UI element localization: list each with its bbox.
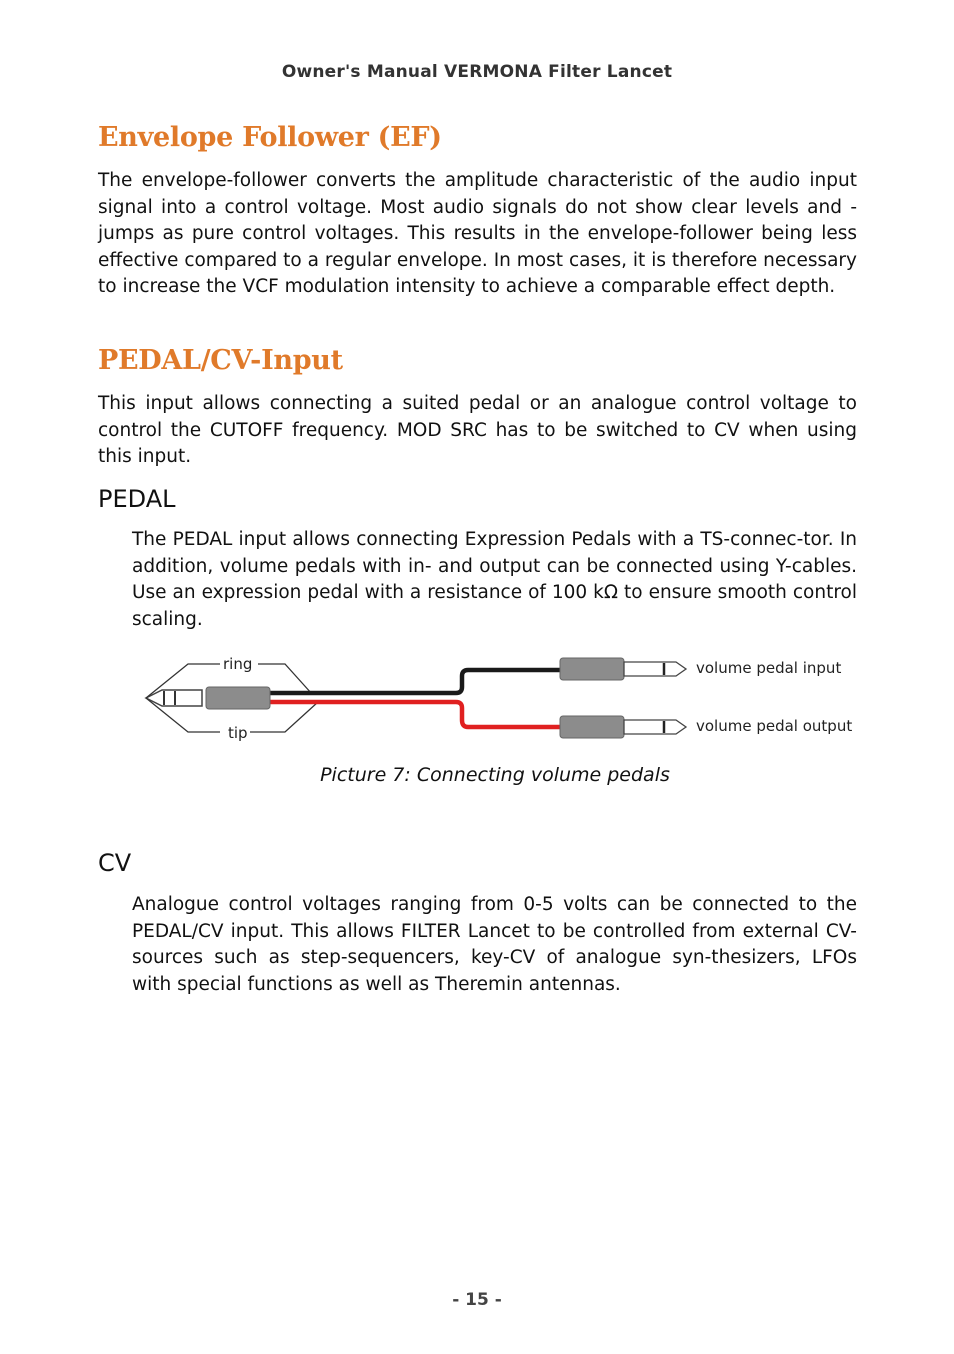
ring-label: ring (223, 655, 253, 673)
heading-cv: CV (98, 849, 132, 877)
volume-pedal-input-label: volume pedal input (696, 659, 842, 677)
input-plug-tip (624, 662, 686, 676)
running-header: Owner's Manual VERMONA Filter Lancet (281, 62, 673, 82)
main-plug-body (206, 687, 270, 709)
page-number: - 15 - (452, 1290, 502, 1310)
volume-pedal-wiring-figure (140, 650, 860, 750)
output-plug-body (560, 716, 624, 738)
output-plug-tip (624, 720, 686, 734)
heading-pedal: PEDAL (98, 485, 176, 513)
pedal-cv-input-text: This input allows connecting a suited pedal or an analogue control voltage to control the CUTOFF frequency. MOD SRC has to be switched to CV when using this input. (98, 393, 857, 467)
heading-pedal-cv-input: PEDAL/CV-Input (98, 345, 343, 376)
cv-text: Analogue control voltages ranging from 0-5 volts can be connected to the PEDAL/CV input. This allows FILTER Lancet to be controlled from external CV-sources such as step-sequencers, key-CV of analogue syn-thesizers, LFOs with special functions as well as Theremin antennas. (132, 894, 857, 995)
envelope-follower-text: The envelope-follower converts the amplitude characteristic of the audio input signal into a control voltage. Most audio signals do not show clear levels and -jumps as pure control voltages. This results in the envelope-follower being less effective compared to a regular envelope. In most cases, it is therefore necessary to increase the VCF modulation intensity to achieve a comparable effect depth. (98, 170, 857, 297)
input-plug-body (560, 658, 624, 680)
wiring-diagram (140, 650, 860, 750)
tip-label: tip (228, 724, 248, 742)
volume-pedal-output-label: volume pedal output (696, 717, 853, 735)
black-cable (270, 670, 560, 693)
pedal-text: The PEDAL input allows connecting Expression Pedals with a TS-connec-tor. In addition, volume pedals with in- and output can be connected using Y-cables. Use an expression pedal with a resistance of 100 kΩ to ensure smooth control scaling. (132, 529, 857, 630)
heading-envelope-follower: Envelope Follower (EF) (98, 122, 442, 153)
figure-caption: Picture 7: Connecting volume pedals (320, 764, 670, 786)
